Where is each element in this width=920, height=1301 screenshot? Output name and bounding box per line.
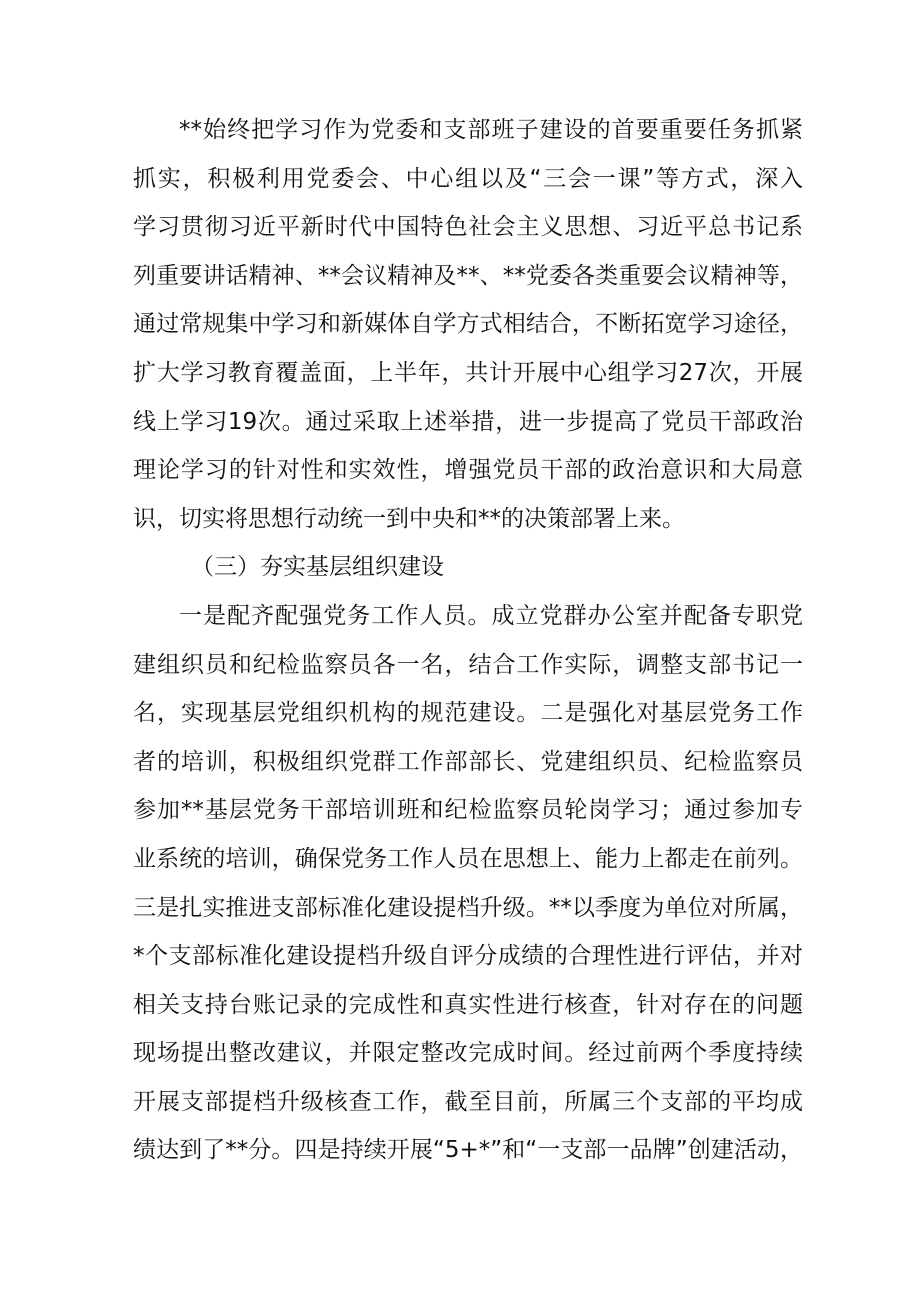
text-line: 学习贯彻习近平新时代中国特色社会主义思想、习近平总书记系 (133, 214, 803, 241)
text-line: 线上学习19次。通过采取上述举措，进一步提高了党员干部政治 (133, 408, 803, 435)
text-line: 扩大学习教育覆盖面，上半年，共计开展中心组学习27次，开展 (133, 359, 803, 386)
text-line: 识，切实将思想行动统一到中央和**的决策部署上来。 (133, 505, 685, 532)
text-line: 建组织员和纪检监察员各一名，结合工作实际，调整支部书记一 (133, 651, 803, 678)
text-line: 者的培训，积极组织党群工作部部长、党建组织员、纪检监察员 (133, 748, 803, 775)
section-heading: （三）夯实基层组织建设 (191, 554, 444, 581)
text-line: 通过常规集中学习和新媒体自学方式相结合，不断拓宽学习途径， (133, 311, 803, 338)
text-line: 绩达到了**分。四是持续开展“5+*”和“一支部一品牌”创建活动， (133, 1137, 803, 1164)
text-line: 业系统的培训，确保党务工作人员在思想上、能力上都走在前列。 (133, 845, 803, 872)
text-line: **始终把学习作为党委和支部班子建设的首要重要任务抓紧 (179, 117, 803, 143)
text-line: 三是扎实推进支部标准化建设提档升级。**以季度为单位对所属， (133, 894, 803, 921)
text-line: 理论学习的针对性和实效性，增强党员干部的政治意识和大局意 (133, 457, 803, 484)
text-line: 抓实，积极利用党委会、中心组以及“三会一课”等方式，深入 (133, 165, 803, 192)
paragraph-organization (133, 592, 803, 1175)
text-line: 相关支持台账记录的完成性和真实性进行核查，针对存在的问题 (133, 991, 803, 1018)
text-line: *个支部标准化建设提档升级自评分成绩的合理性进行评估，并对 (133, 943, 803, 970)
text-line: 列重要讲话精神、**会议精神及**、**党委各类重要会议精神等， (133, 262, 803, 289)
text-line: 一是配齐配强党务工作人员。成立党群办公室并配备专职党 (179, 602, 803, 629)
text-line: 名，实现基层党组织机构的规范建设。二是强化对基层党务工作 (133, 700, 803, 727)
document-body (133, 106, 803, 1175)
paragraph-study (133, 106, 803, 543)
text-line: 现场提出整改建议，并限定整改完成时间。经过前两个季度持续 (133, 1040, 803, 1067)
text-line: 开展支部提档升级核查工作，截至目前，所属三个支部的平均成 (133, 1088, 803, 1115)
text-line: 参加**基层党务干部培训班和纪检监察员轮岗学习；通过参加专 (133, 797, 803, 824)
